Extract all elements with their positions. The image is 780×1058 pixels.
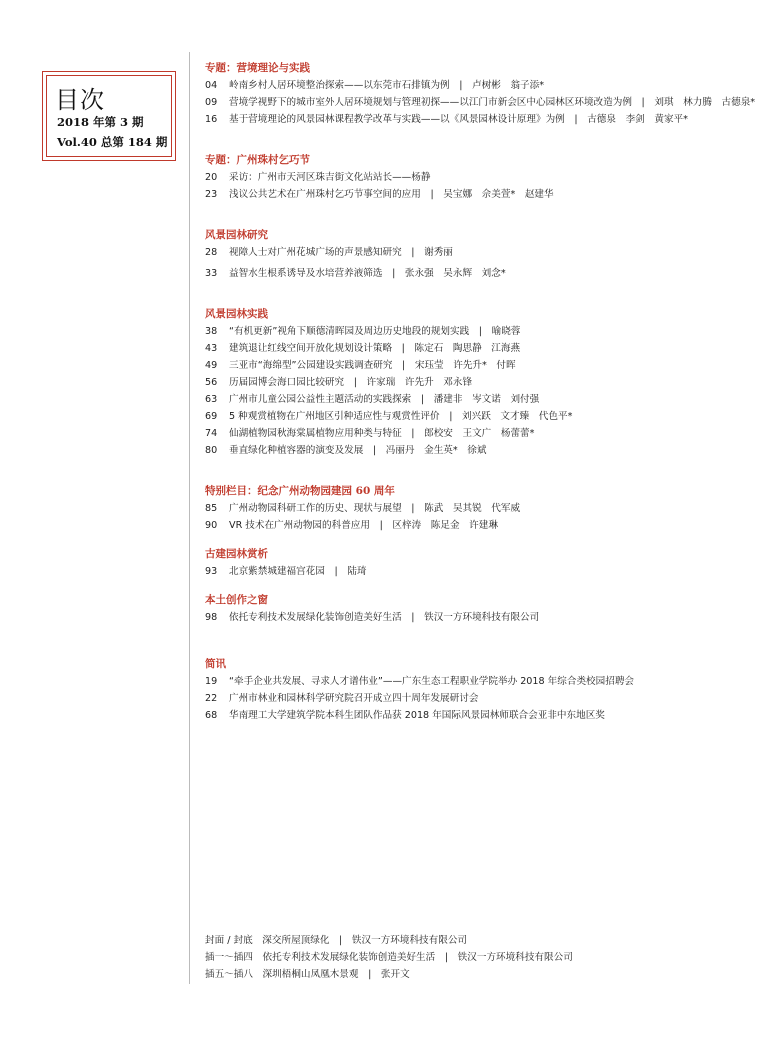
entry-page: 22 xyxy=(205,693,218,704)
entry-text: “有机更新”视角下顺德清晖园及周边历史地段的规划实践 | 喻晓蓉 xyxy=(229,326,521,337)
toc-section xyxy=(205,546,775,580)
entry-page: 90 xyxy=(205,520,218,531)
entry-text: 仙湖植物园秋海棠属植物应用种类与特征 | 郎校安 王文广 杨蕾蕾* xyxy=(229,428,535,439)
toc-entry[interactable] xyxy=(205,690,775,707)
toc-entry[interactable] xyxy=(205,500,775,517)
credit-line: 插一～插四 依托专利技术发展绿化装饰创造美好生活 | 铁汉一方环境科技有限公司 xyxy=(205,952,573,963)
toc-entry[interactable] xyxy=(205,442,775,459)
toc-section xyxy=(205,152,775,203)
entry-page: 20 xyxy=(205,172,218,183)
toc-title: 目次 xyxy=(55,86,105,114)
toc-entry[interactable] xyxy=(205,391,775,408)
entry-page: 43 xyxy=(205,343,218,354)
entry-page: 38 xyxy=(205,326,218,337)
entry-page: 23 xyxy=(205,189,218,200)
credit-line: 插五～插八 深圳梧桐山凤凰木景观 | 张开文 xyxy=(205,969,410,980)
entry-text: 广州市儿童公园公益性主题活动的实践探索 | 潘建非 岑文诺 刘付强 xyxy=(229,394,540,405)
toc-section xyxy=(205,592,775,626)
toc-entry[interactable] xyxy=(205,673,775,690)
toc-section xyxy=(205,656,775,724)
toc-entry[interactable] xyxy=(205,186,775,203)
entry-text: 营境学视野下的城市室外人居环境规划与管理初探——以江门市新会区中心园林区环境改造为例 | 刘琪 林力腾 古德泉* xyxy=(229,97,756,108)
toc-entry[interactable] xyxy=(205,244,775,261)
entry-page: 98 xyxy=(205,612,218,623)
section-title: 简讯 xyxy=(205,658,226,670)
entry-page: 80 xyxy=(205,445,218,456)
entry-page: 69 xyxy=(205,411,218,422)
entry-text: 益智水生根系诱导及水培营养液筛选 | 张永强 吴永辉 刘念* xyxy=(229,268,506,279)
table-of-contents xyxy=(205,60,775,724)
entry-page: 93 xyxy=(205,566,218,577)
toc-entry[interactable] xyxy=(205,707,775,724)
entry-page: 56 xyxy=(205,377,218,388)
toc-entry[interactable] xyxy=(205,517,775,534)
entry-text: 华南理工大学建筑学院本科生团队作品获 2018 年国际风景园林师联合会亚非中东地区奖 xyxy=(229,710,605,721)
toc-section xyxy=(205,227,775,282)
entry-text: “牵手企业共发展、寻求人才谱伟业”——广东生态工程职业学院举办 2018 年综合类校园招聘会 xyxy=(229,676,635,687)
entry-page: 85 xyxy=(205,503,218,514)
entry-text: 采访：广州市天河区珠吉街文化站站长——杨静 xyxy=(229,172,431,183)
toc-entry[interactable] xyxy=(205,563,775,580)
insert-credits xyxy=(205,932,775,983)
entry-text: VR 技术在广州动物园的科普应用 | 区梓涛 陈足金 许建琳 xyxy=(229,520,498,531)
entry-page: 04 xyxy=(205,80,218,91)
section-title: 古建园林赏析 xyxy=(205,548,268,560)
entry-page: 09 xyxy=(205,97,218,108)
section-title: 本土创作之窗 xyxy=(205,594,268,606)
entry-text: 北京紫禁城建福宫花园 | 陆琦 xyxy=(229,566,367,577)
toc-entry[interactable] xyxy=(205,111,775,128)
toc-section xyxy=(205,306,775,459)
section-title: 专题：营境理论与实践 xyxy=(205,62,310,74)
entry-text: 建筑退让红线空间开放化规划设计策略 | 陈定石 陶思静 江海燕 xyxy=(229,343,521,354)
section-title: 特别栏目：纪念广州动物园建园 60 周年 xyxy=(205,485,395,497)
toc-entry[interactable] xyxy=(205,425,775,442)
section-title: 风景园林研究 xyxy=(205,229,268,241)
entry-page: 16 xyxy=(205,114,218,125)
toc-entry[interactable] xyxy=(205,374,775,391)
entry-text: 三亚市“海绵型”公园建设实践调查研究 | 宋珏莹 许先升* 付晖 xyxy=(229,360,516,371)
issue-info-box xyxy=(42,71,176,161)
toc-entry[interactable] xyxy=(205,265,775,282)
entry-text: 浅议公共艺术在广州珠村乞巧节事空间的应用 | 吴宝娜 佘美萱* 赵建华 xyxy=(229,189,554,200)
toc-entry[interactable] xyxy=(205,94,775,111)
toc-entry[interactable] xyxy=(205,609,775,626)
entry-page: 49 xyxy=(205,360,218,371)
toc-entry[interactable] xyxy=(205,323,775,340)
toc-section xyxy=(205,483,775,534)
entry-text: 基于营境理论的风景园林课程教学改革与实践——以《风景园林设计原理》为例 | 古德泉 李剑 黄家平* xyxy=(229,114,688,125)
toc-entry[interactable] xyxy=(205,357,775,374)
toc-section xyxy=(205,60,775,128)
entry-text: 视障人士对广州花城广场的声景感知研究 | 谢秀丽 xyxy=(229,247,453,258)
section-title: 风景园林实践 xyxy=(205,308,268,320)
entry-page: 63 xyxy=(205,394,218,405)
entry-text: 广州动物园科研工作的历史、现状与展望 | 陈武 吴其锐 代军威 xyxy=(229,503,521,514)
entry-page: 19 xyxy=(205,676,218,687)
toc-entry[interactable] xyxy=(205,408,775,425)
entry-page: 68 xyxy=(205,710,218,721)
issue-volume: Vol.40 总第 184 期 xyxy=(57,135,168,149)
entry-page: 33 xyxy=(205,268,218,279)
entry-page: 28 xyxy=(205,247,218,258)
issue-number: 2018 年第 3 期 xyxy=(57,115,144,129)
toc-entry[interactable] xyxy=(205,77,775,94)
entry-text: 岭南乡村人居环境整治探索——以东莞市石排镇为例 | 卢树彬 翁子添* xyxy=(229,80,545,91)
credit-line: 封面 / 封底 深交所屋顶绿化 | 铁汉一方环境科技有限公司 xyxy=(205,935,468,946)
entry-text: 垂直绿化种植容器的演变及发展 | 冯丽丹 金生英* 徐斌 xyxy=(229,445,487,456)
entry-text: 依托专利技术发展绿化装饰创造美好生活 | 铁汉一方环境科技有限公司 xyxy=(229,612,540,623)
toc-entry[interactable] xyxy=(205,169,775,186)
entry-text: 历届园博会海口园比较研究 | 许家瑞 许先升 邓永锋 xyxy=(229,377,473,388)
section-title: 专题：广州珠村乞巧节 xyxy=(205,154,310,166)
divider-line xyxy=(189,52,190,984)
entry-page: 74 xyxy=(205,428,218,439)
entry-text: 5 种观赏植物在广州地区引种适应性与观赏性评价 | 刘兴跃 文才臻 代色平* xyxy=(229,411,573,422)
entry-text: 广州市林业和园林科学研究院召开成立四十周年发展研讨会 xyxy=(229,693,479,704)
toc-entry[interactable] xyxy=(205,340,775,357)
